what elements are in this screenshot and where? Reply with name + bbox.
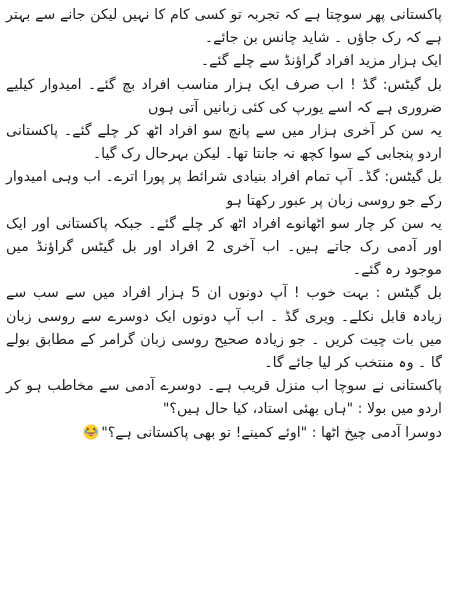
paragraph-1: پاکستانی پھر سوچتا ہے کہ تجربہ تو کسی کام کا نہیں لیکن جانے سے بہتر ہے کہ رک جاؤں ۔ شاید چانس بن جائے۔: [6, 7, 442, 47]
laughing-face-emoji-icon: [83, 424, 99, 440]
paragraph-7: بل گیٹس : بہت خوب ! آپ دونوں ان 5 ہزار افراد میں سے سب سے زیادہ قابل نکلے۔ ویری گڈ ۔ اب آپ دونوں ایک دوسرے سے روسی زبان میں بات چیت کریں ۔ جو زیادہ صحیح روسی زبان گرامر کے مطابق بولے گا ۔ وہ منتخب کر لیا جائے گا۔: [6, 285, 442, 372]
paragraph-9-text: دوسرا آدمی چیخ اٹھا : "اوئے کمینے! تو بھی پاکستانی ہے؟": [101, 424, 442, 441]
paragraph-5: بل گیٹس: گڈ۔ آپ تمام افراد بنیادی شرائط پر پورا اترے۔ اب وہی امیدوار رکے جو روسی زبان پر عبور رکھتا ہو: [6, 169, 442, 209]
paragraph-2: ایک ہزار مزید افراد گراؤنڈ سے چلے گئے۔: [200, 53, 442, 70]
paragraph-6: یہ سن کر چار سو اٹھانوے افراد اٹھ کر چلے گئے۔ جبکہ پاکستانی اور ایک اور آدمی رک جاتے ہیں۔ اب آخری 2 افراد اور بل گیٹس گراؤنڈ میں موجود رہ گئے۔: [6, 215, 442, 279]
paragraph-3: بل گیٹس: گڈ ! اب صرف ایک ہزار مناسب افراد بچ گئے۔ امیدوار کیلیے ضروری ہے کہ اسے یورپ کی کئی زبانیں آتی ہوں: [6, 76, 442, 116]
paragraph-9: [6, 422, 442, 445]
paragraph-4: یہ سن کر آخری ہزار میں سے پانچ سو افراد اٹھ کر چلے گئے۔ پاکستانی اردو پنجابی کے سوا کچھ نہ جانتا تھا۔ لیکن بہرحال رک گیا۔: [6, 123, 442, 163]
paragraph-8: پاکستانی نے سوچا اب منزل قریب ہے۔ دوسرے آدمی سے مخاطب ہو کر اردو میں بولا : "ہاں بھئی استاد، کیا حال ہیں؟": [6, 378, 442, 418]
